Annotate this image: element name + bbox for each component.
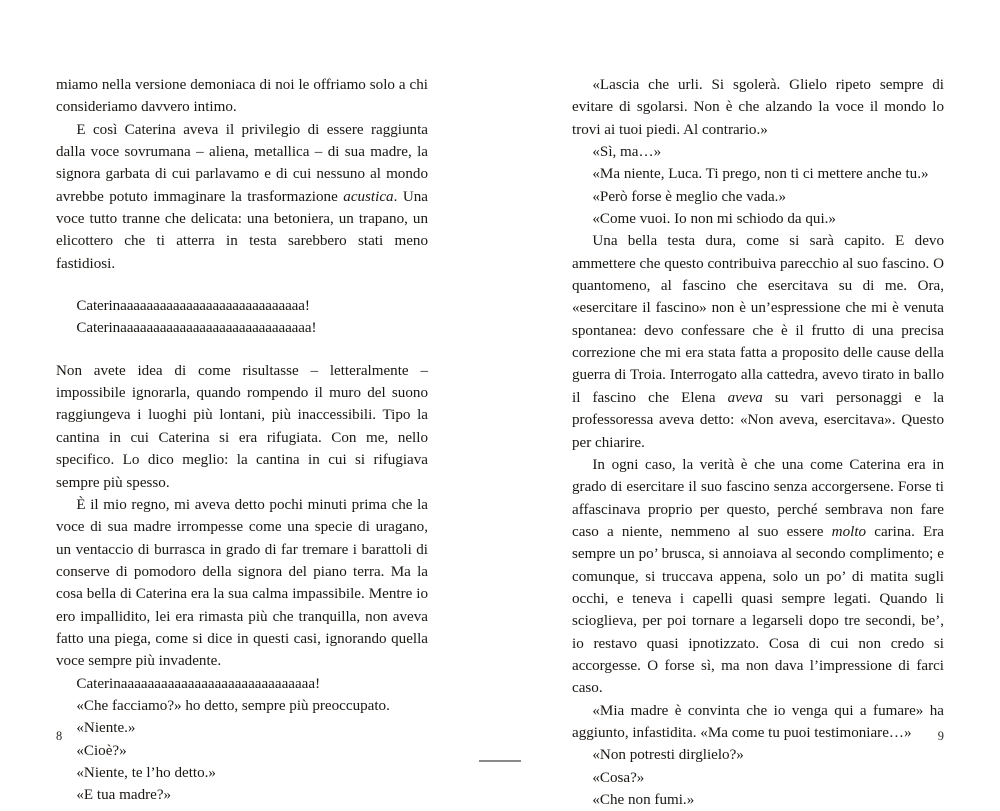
paragraph-text-before-italic: Una bella testa dura, come si sarà capito. E devo ammettere che questo contribuiva parecchio al suo fascino. O quantomeno, al fascino che esercitava su di me. Ora, «esercitare il fascino» non è un’espressione che mi è venuta spontanea: devo confessare che è il frutto di una precisa correzione che mi era stata fatta a proposito delle cause della guerra di Troia. Interrogato alla cattedra, avevo tirato in ballo il fascino che Elena xyxy=(572,233,944,406)
dialogue-line: «Niente, te l’ho detto.» xyxy=(76,764,216,781)
dialogue-line: «Come vuoi. Io non mi schiodo da qui.» xyxy=(592,211,836,228)
shout-line: Caterinaaaaaaaaaaaaaaaaaaaaaaaaaaaaa! xyxy=(76,320,317,337)
shout-line: Caterinaaaaaaaaaaaaaaaaaaaaaaaaaaaa! xyxy=(76,298,310,315)
dialogue-line: «Però forse è meglio che vada.» xyxy=(592,188,787,205)
dialogue-line: «Niente.» xyxy=(76,720,136,737)
italic-word-molto: molto xyxy=(831,523,867,540)
paragraph-text-after-italic: carina. Era sempre un po’ brusca, si annoiava al secondo complimento; e comunque, si truccava appena, solo un po’ di matita sugli occhi, e teneva i capelli quasi sempre legati. Quando li scioglieva, per poi tornare a legarseli dopo tre secondi, be’, io restavo quasi ipnotizzato. Cosa di cui non credo si accorgesse. O forse sì, ma non dava l’impressione di farci caso. xyxy=(572,523,944,697)
paragraph-body xyxy=(572,230,944,453)
paragraph-body: È il mio regno, mi aveva detto pochi minuti prima che la voce di sua madre irrompesse come una specie di uragano, un ventaccio di burrasca in grado di far tremare i barattoli di conserve di pomodoro della signora del piano terra. Ma la cosa bella di Caterina era la sua calma impassibile. Mentre io ero impallidito, lei era rimasta più che tranquilla, non aveva fatto una piega, come si dice in questi casi, ignorando quella voce sempre più invadente. xyxy=(56,496,428,670)
paragraph-body xyxy=(56,119,428,275)
page-number-left: 8 xyxy=(56,728,63,743)
dialogue-line: «Che facciamo?» ho detto, sempre più preoccupato. xyxy=(76,697,390,714)
paragraph-continued: Non avete idea di come risultasse – letteralmente – impossibile ignorarla, quando rompendo il muro del suono raggiungeva i luoghi più lontani, più inaccessibili. Tipo la cantina in cui Caterina si era rifugiata. Con me, nello specifico. Lo dico meglio: la cantina in cui si rifugiava sempre più spesso. xyxy=(56,362,428,491)
dialogue-line: «Ma niente, Luca. Ti prego, non ti ci mettere anche tu.» xyxy=(592,166,929,183)
gutter-mark xyxy=(479,760,521,762)
dialogue-paragraph: «Mia madre è convinta che io venga qui a fumare» ha aggiunto, infastidita. «Ma come tu puoi testimoniare…» xyxy=(572,702,944,741)
paragraph-body xyxy=(572,454,944,700)
paragraph-text-after-italic: . Una voce tutto tranne che delicata: una betoniera, un trapano, un elicottero che ti atterra in testa sarebbero stati meno fastidiosi. xyxy=(56,188,428,272)
shout-line-inline: Caterinaaaaaaaaaaaaaaaaaaaaaaaaaaaaa! xyxy=(76,675,321,692)
dialogue-line: «Che non fumi.» xyxy=(592,792,695,808)
paragraph-continued: miamo nella versione demoniaca di noi le offriamo solo a chi consideriamo davvero intimo. xyxy=(56,77,428,116)
italic-word-aveva: aveva xyxy=(727,389,763,406)
shout-block xyxy=(56,295,428,340)
dialogue-line: «Sì, ma…» xyxy=(592,144,662,161)
dialogue-line: «Cioè?» xyxy=(76,742,127,759)
page-left-textblock xyxy=(56,74,428,807)
dialogue-paragraph: «Lascia che urli. Si sgolerà. Glielo ripeto sempre di evitare di sgolarsi. Non è che alzando la voce il mondo lo trovi ai tuoi piedi. Al contrario.» xyxy=(572,77,944,138)
paragraph-text-after-italic: su vari personaggi e la professoressa aveva detto: «Non aveva, esercitava». Questo per chiarire. xyxy=(572,389,944,451)
page-left xyxy=(0,0,500,804)
dialogue-line: «Cosa?» xyxy=(592,769,645,786)
page-right-textblock xyxy=(572,74,944,811)
dialogue-line: «Non potresti dirglielo?» xyxy=(592,747,744,764)
dialogue-line: «E tua madre?» xyxy=(76,787,172,804)
page-number-right: 9 xyxy=(937,728,944,743)
page-right xyxy=(500,0,1000,808)
paragraph-text-before-italic: In ogni caso, la verità è che una come Caterina era in grado di esercitare il suo fascino senza accorgersene. Forse ti affascinava proprio per questo, perché sembrava non fare caso a niente, nemmeno al suo essere xyxy=(572,456,944,540)
italic-word-acustica: acustica xyxy=(343,188,394,205)
paragraph-text-before-italic: E così Caterina aveva il privilegio di essere raggiunta dalla voce sovrumana – aliena, metallica – di sua madre, la signora garbata di cui parlavamo e di cui nessuno al mondo avrebbe potuto immaginare la trasformazione xyxy=(56,121,428,205)
